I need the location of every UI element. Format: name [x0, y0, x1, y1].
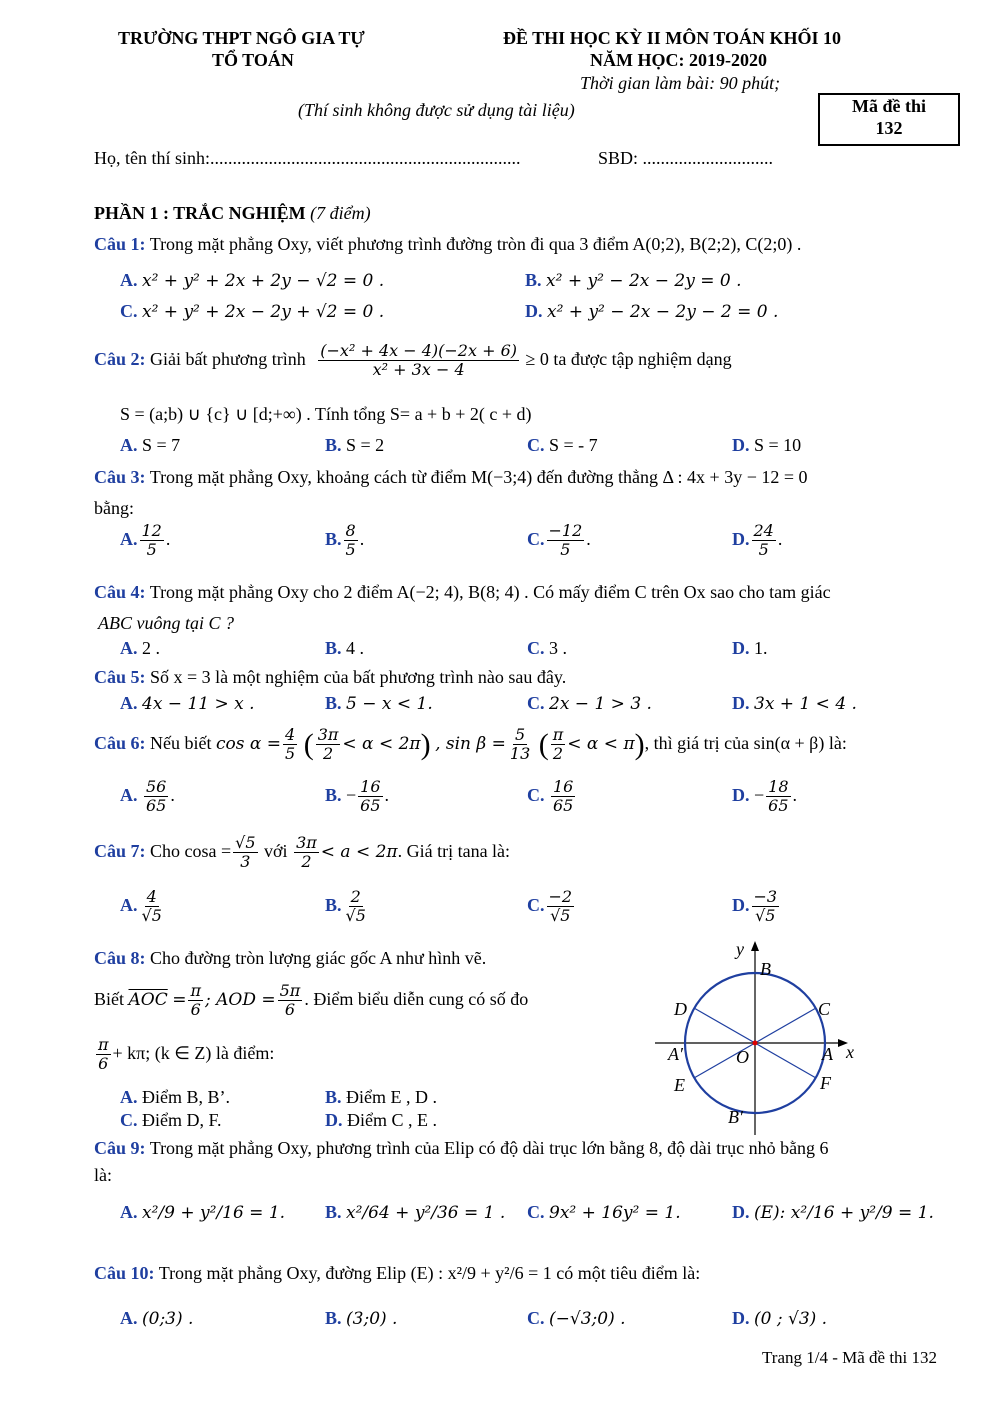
answer-b[interactable] — [325, 888, 370, 926]
department: TỔ TOÁN — [212, 50, 294, 70]
answer-d[interactable] — [525, 301, 778, 322]
answer-letter: C. — [527, 895, 545, 916]
answer-c[interactable] — [120, 1110, 222, 1131]
answer-a[interactable] — [120, 435, 180, 456]
answer-fraction: $\frac{16}{65}$ — [360, 777, 381, 816]
answer-d[interactable] — [732, 1202, 934, 1223]
answer-letter: D. — [732, 693, 750, 713]
question-5 — [94, 667, 566, 688]
question-label: Câu 6: — [94, 733, 146, 754]
answer-a[interactable]: A. $\frac{56}{65}$ . — [120, 777, 175, 816]
question-text: Trong mặt phẳng Oxy, phương trình của Elip có độ dài trục lớn bằng 8, độ dài trục nhỏ bằng 6 — [149, 1138, 829, 1158]
question-8-line3 — [94, 1036, 274, 1074]
question-text: Số x = 3 là một nghiệm của bất phương trình nào sau đây. — [150, 667, 567, 687]
answer-c[interactable] — [527, 1308, 626, 1329]
question-text: Cho đường tròn lượng giác gốc A như hình vẽ. — [150, 948, 487, 968]
answer-text: Điểm B, B’. — [142, 1087, 230, 1107]
answer-letter: B. — [325, 435, 342, 455]
answer-text: (0 ; √3) . — [754, 1309, 828, 1329]
answer-letter: D. — [732, 1202, 750, 1222]
answer-letter: C. — [527, 638, 545, 658]
inequality-fraction — [318, 342, 519, 380]
text: + kπ; (k ∈ Z) là điểm: — [112, 1043, 275, 1064]
answer-d[interactable]: D. $\frac{24}{5}$ . — [732, 521, 783, 560]
answer-text: (−√3;0) . — [549, 1309, 626, 1329]
question-4-line2: ABC vuông tại C ? — [98, 613, 234, 633]
answer-d[interactable] — [732, 638, 768, 659]
school-name: TRƯỜNG THPT NGÔ GIA TỰ — [118, 28, 365, 48]
question-text: Trong mặt phẳng Oxy, viết phương trình đường tròn đi qua 3 điểm A(0;2), B(2;2), C(2;0) . — [149, 234, 802, 254]
exam-time: Thời gian làm bài: 90 phút; — [580, 73, 781, 93]
answer-a[interactable] — [120, 270, 384, 291]
answer-letter: D. — [732, 1308, 750, 1328]
question-label: Câu 8: — [94, 948, 146, 968]
label-c: C — [818, 999, 831, 1019]
answer-text: Điểm D, F. — [142, 1110, 222, 1130]
answer-letter: C. — [527, 693, 545, 713]
answer-letter: A. — [120, 529, 138, 550]
question-3-line2: bằng: — [94, 498, 134, 518]
answer-letter: B. — [325, 895, 342, 916]
answer-letter: A. — [120, 435, 138, 455]
question-1 — [94, 234, 801, 255]
answer-c[interactable] — [527, 435, 598, 456]
question-text-tail: . Giá trị tana là: — [397, 841, 511, 862]
answer-a[interactable] — [120, 638, 160, 659]
question-9 — [94, 1138, 829, 1159]
y-axis-arrow — [751, 941, 759, 951]
denominator: x² + 3x − 4 — [372, 360, 465, 380]
question-text-tail: thì giá trị của sin(α + β) là: — [653, 733, 847, 754]
section-title — [94, 203, 371, 224]
answer-letter: B. — [325, 693, 342, 713]
answer-text: 4x − 11 > x . — [142, 694, 255, 714]
aod-fraction: $\frac{5\pi}{6}$ — [279, 981, 301, 1020]
question-4 — [94, 582, 831, 603]
answer-text: S = 7 — [142, 435, 181, 455]
answer-letter: B. — [325, 785, 342, 806]
cos-fraction: $\frac{√5}{3}$ — [235, 833, 256, 872]
answer-fraction: $\frac{-2}{√5}$ — [548, 887, 573, 926]
answer-fraction: $\frac{56}{65}$ — [146, 777, 167, 816]
student-id-field[interactable]: SBD: ............................. — [598, 148, 774, 168]
answer-text: x² + y² − 2x − 2y − 2 = 0 . — [547, 302, 779, 322]
answer-text: x² + y² + 2x − 2y + √2 = 0 . — [142, 302, 385, 322]
answer-d[interactable] — [325, 1110, 437, 1131]
question-text: Nếu biết — [150, 733, 212, 754]
answer-d[interactable] — [732, 435, 801, 456]
answer-c[interactable] — [527, 693, 652, 714]
answer-fraction: $\frac{2}{√5}$ — [345, 887, 366, 926]
question-2 — [94, 342, 732, 380]
answer-fraction: $\frac{18}{65}$ — [768, 777, 789, 816]
answer-letter: B. — [325, 1087, 342, 1107]
no-materials-note: (Thí sinh không được sử dụng tài liệu) — [298, 100, 575, 120]
answer-letter: D. — [732, 435, 750, 455]
answer-text: 4 . — [346, 638, 365, 658]
answer-a[interactable] — [120, 1087, 230, 1108]
range2: < α < π — [567, 734, 635, 755]
page-footer: Trang 1/4 - Mã đề thi 132 — [762, 1348, 938, 1367]
question-label: Câu 7: — [94, 841, 146, 862]
answer-a[interactable] — [120, 693, 255, 714]
answer-letter: D. — [525, 301, 543, 321]
question-label: Câu 5: — [94, 667, 146, 687]
answer-letter: C. — [527, 1308, 545, 1328]
question-text: Trong mặt phẳng Oxy, đường Elip (E) : x²/9 + y²/6 = 1 có một tiêu điểm là: — [158, 1263, 701, 1283]
answer-letter: D. — [732, 638, 750, 658]
answer-fraction: $\frac{12}{5}$ — [141, 521, 162, 560]
answer-text: S = 2 — [346, 435, 385, 455]
answer-letter: A. — [120, 270, 138, 290]
cos-expr: cos α = — [216, 734, 282, 755]
answer-letter: A. — [120, 638, 138, 658]
question-label: Câu 1: — [94, 234, 146, 254]
answer-text: 9x² + 16y² = 1. — [549, 1203, 681, 1223]
arc-aoc: $\overline{AOC}$ — [128, 990, 168, 1011]
answer-text: S = - 7 — [549, 435, 598, 455]
section-points: (7 điểm) — [310, 203, 371, 223]
answer-letter: D. — [732, 895, 750, 916]
sin-expr: , sin β = — [435, 734, 506, 755]
answer-letter: C. — [527, 1202, 545, 1222]
answer-d[interactable] — [732, 888, 781, 926]
answer-b[interactable] — [325, 693, 433, 714]
question-label: Câu 9: — [94, 1138, 146, 1158]
range: < a < 2π — [320, 842, 398, 863]
answer-letter: C. — [527, 785, 545, 806]
answer-text: S = 10 — [754, 435, 802, 455]
answer-c[interactable] — [527, 638, 567, 659]
answer-b[interactable] — [325, 435, 384, 456]
answer-fraction: $\frac{4}{√5}$ — [141, 887, 162, 926]
answer-b[interactable]: B. $\frac{8}{5}$ . — [325, 521, 365, 560]
question-6: Câu 6: Nếu biết cos α = $\frac{4}{5}$ ( $\frac{3\pi}{2}$ < α < 2π) , sin β = $\frac{5}{13}$ ( $\frac{\pi}{2}$ < α < π), thì giá trị của sin(α + β) là: — [94, 725, 847, 764]
answer-text: 5 − x < 1. — [346, 694, 433, 714]
answer-b[interactable] — [325, 1202, 505, 1223]
answer-fraction: $\frac{8}{5}$ — [345, 521, 356, 560]
question-text: Giải bất phương trình — [150, 349, 306, 370]
answer-a[interactable]: A. $\frac{12}{5}$ . — [120, 521, 171, 560]
range1-fraction: $\frac{3\pi}{2}$ — [317, 725, 339, 764]
label-y: y — [736, 939, 744, 959]
answer-text: 3x + 1 < 4 . — [754, 694, 857, 714]
sin-fraction: $\frac{5}{13}$ — [509, 725, 531, 764]
answer-text: x² + y² + 2x + 2y − √2 = 0 . — [142, 271, 385, 291]
question-label: Câu 10: — [94, 1263, 155, 1283]
answer-text: x²/64 + y²/36 = 1 . — [346, 1203, 506, 1223]
question-8-line2: Biết $\overline{AOC}$ = $\frac{\pi}{6}$ ; AOD = $\frac{5\pi}{6}$ . Điểm biểu diễn cung có số đo — [94, 981, 529, 1020]
answer-letter: A. — [120, 1202, 138, 1222]
answer-letter: A. — [120, 895, 138, 916]
answer-letter: D. — [732, 529, 750, 550]
answer-b[interactable] — [325, 1087, 437, 1108]
label-f: F — [820, 1073, 831, 1093]
answer-text: 2 . — [142, 638, 160, 658]
unit-circle-figure — [650, 935, 880, 1140]
answer-text: 3 . — [549, 638, 567, 658]
label-b: B — [760, 959, 771, 979]
answer-letter: B. — [325, 638, 342, 658]
question-text-tail: ≥ 0 ta được tập nghiệm dạng — [525, 349, 732, 370]
answer-text: 1. — [754, 638, 768, 658]
answer-text: (E): x²/16 + y²/9 = 1. — [754, 1203, 934, 1223]
question-text: Trong mặt phẳng Oxy cho 2 điểm A(−2; 4), B(8; 4) . Có mấy điểm C trên Ox sao cho tam giác — [149, 582, 831, 602]
arc-fraction: $\frac{\pi}{6}$ — [98, 1035, 109, 1074]
origin-point — [753, 1041, 758, 1046]
answer-fraction: $\frac{24}{5}$ — [753, 521, 774, 560]
answer-letter: B. — [325, 529, 342, 550]
answer-c[interactable] — [527, 1202, 681, 1223]
answer-c[interactable] — [527, 778, 577, 816]
numerator: (−x² + 4x − 4)(−2x + 6) — [320, 341, 517, 360]
exam-code-label: Mã đề thi — [852, 96, 926, 116]
answer-text: 2x − 1 > 3 . — [549, 694, 652, 714]
answer-letter: C. — [120, 301, 138, 321]
question-text: Cho cosa = — [150, 841, 232, 862]
question-8 — [94, 948, 486, 969]
range1: < α < 2π — [342, 734, 421, 755]
answer-b[interactable] — [325, 638, 364, 659]
question-text: Trong mặt phẳng Oxy, khoảng cách từ điểm M(−3;4) đến đường thẳng Δ : 4x + 3y − 12 = 0 — [149, 467, 808, 487]
answer-fraction: $\frac{-3}{√5}$ — [753, 887, 778, 926]
label-b-prime: B′ — [728, 1107, 743, 1127]
exam-code: 132 — [875, 118, 903, 138]
answer-c[interactable] — [120, 301, 384, 322]
answer-c[interactable] — [527, 888, 576, 926]
answer-letter: A. — [120, 693, 138, 713]
arc-aod: ; AOD = — [205, 990, 276, 1011]
answer-text: (0;3) . — [142, 1309, 194, 1329]
question-2-line2: S = (a;b) ∪ {c} ∪ [d;+∞) . Tính tổng S= a + b + 2( c + d) — [120, 404, 532, 424]
answer-b[interactable] — [525, 270, 742, 291]
label-o: O — [736, 1047, 749, 1067]
aoc-fraction: $\frac{\pi}{6}$ — [190, 981, 201, 1020]
question-label: Câu 3: — [94, 467, 146, 487]
answer-letter: B. — [525, 270, 542, 290]
answer-letter: B. — [325, 1202, 342, 1222]
label-a: A — [822, 1044, 833, 1064]
answer-letter: A. — [120, 1308, 138, 1328]
range-fraction: $\frac{3\pi}{2}$ — [296, 833, 317, 872]
question-9-line2: là: — [94, 1165, 112, 1185]
label-d: D — [674, 999, 687, 1019]
answer-letter: C. — [527, 435, 545, 455]
answer-text: Điểm C , E . — [347, 1110, 437, 1130]
exam-code-box — [818, 93, 960, 146]
answer-c[interactable]: C. $\frac{-12}{5}$ . — [527, 521, 591, 560]
answer-fraction: $\frac{-12}{5}$ — [548, 521, 583, 560]
answer-text: Điểm E , D . — [346, 1087, 437, 1107]
answer-a[interactable] — [120, 888, 166, 926]
answer-letter: A. — [120, 1087, 138, 1107]
exam-title: ĐỀ THI HỌC KỲ II MÔN TOÁN KHỐI 10 — [503, 28, 842, 48]
answer-d[interactable]: D. − $\frac{18}{65}$ . — [732, 777, 798, 816]
question-label: Câu 2: — [94, 349, 146, 370]
answer-letter: C. — [527, 529, 545, 550]
answer-b[interactable] — [325, 1308, 397, 1329]
text: Biết — [94, 989, 124, 1010]
cos-fraction: $\frac{4}{5}$ — [285, 725, 296, 764]
answer-text: (3;0) . — [346, 1309, 398, 1329]
answer-letter: D. — [325, 1110, 343, 1130]
question-label: Câu 4: — [94, 582, 146, 602]
question-text-mid: với — [264, 841, 288, 862]
label-a-prime: A′ — [668, 1044, 683, 1064]
answer-text: x²/9 + y²/16 = 1. — [142, 1203, 286, 1223]
answer-letter: D. — [732, 785, 750, 806]
range2-fraction: $\frac{\pi}{2}$ — [552, 725, 564, 764]
answer-d[interactable] — [732, 693, 857, 714]
answer-letter: A. — [120, 785, 138, 806]
answer-a[interactable] — [120, 1202, 285, 1223]
answer-letter: B. — [325, 1308, 342, 1328]
answer-fraction: $\frac{16}{65}$ — [553, 777, 574, 816]
question-7 — [94, 834, 510, 872]
student-name-field[interactable]: Họ, tên thí sinh:..................................................................... — [94, 148, 521, 168]
answer-letter: C. — [120, 1110, 138, 1130]
text: . Điểm biểu diễn cung có số đo — [304, 989, 529, 1010]
answer-d[interactable] — [732, 1308, 827, 1329]
school-year: NĂM HỌC: 2019-2020 — [590, 50, 767, 70]
question-10 — [94, 1263, 700, 1284]
section-name: PHẦN 1 : TRẮC NGHIỆM — [94, 203, 306, 223]
answer-text: x² + y² − 2x − 2y = 0 . — [546, 271, 742, 291]
label-x: x — [846, 1042, 854, 1062]
label-e: E — [674, 1075, 685, 1095]
question-3 — [94, 467, 808, 488]
answer-b[interactable]: B. − $\frac{16}{65}$ . — [325, 777, 390, 816]
answer-a[interactable] — [120, 1308, 193, 1329]
